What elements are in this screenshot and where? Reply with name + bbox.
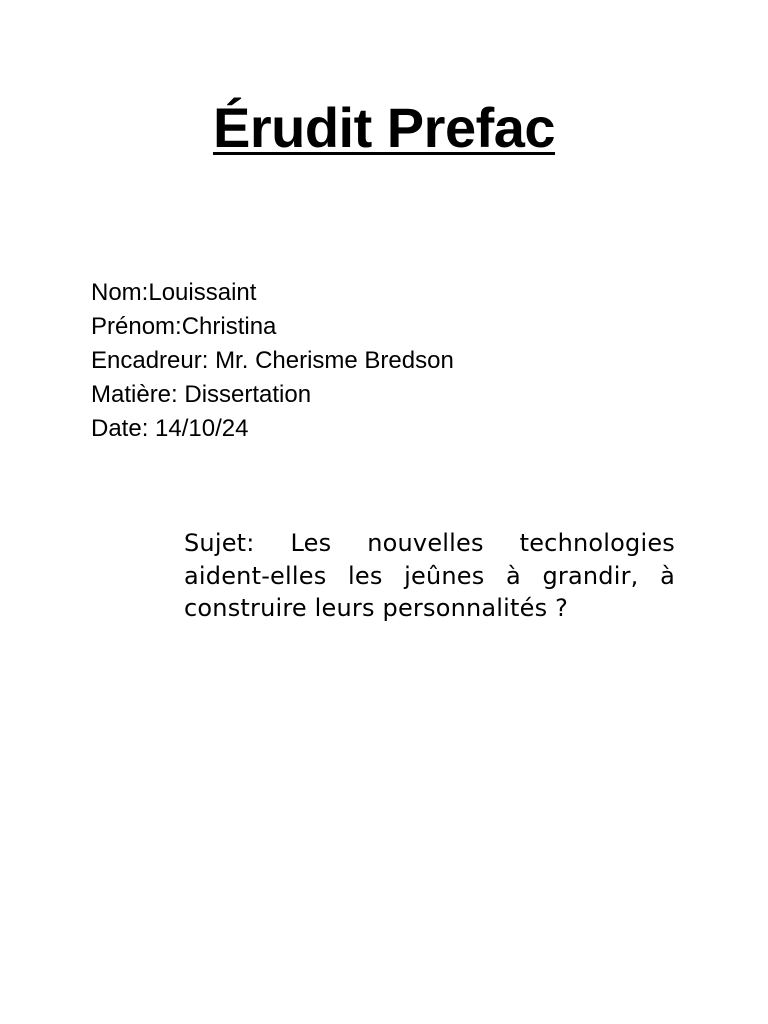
subject-paragraph: Sujet: Les nouvelles technologies aident-elles les jeûnes à grandir, à construire leurs personnalités ? [184, 529, 675, 622]
student-info-block [91, 276, 454, 446]
document-title: Érudit Prefac [212, 96, 556, 159]
info-line-prenom: Prénom:Christina [91, 313, 277, 340]
info-line-matiere: Matière: Dissertation [91, 381, 312, 408]
info-line-encadreur: Encadreur: Mr. Cherisme Bredson [91, 347, 454, 374]
info-line-nom: Nom:Louissaint [91, 279, 257, 306]
info-line-date: Date: 14/10/24 [91, 415, 249, 442]
